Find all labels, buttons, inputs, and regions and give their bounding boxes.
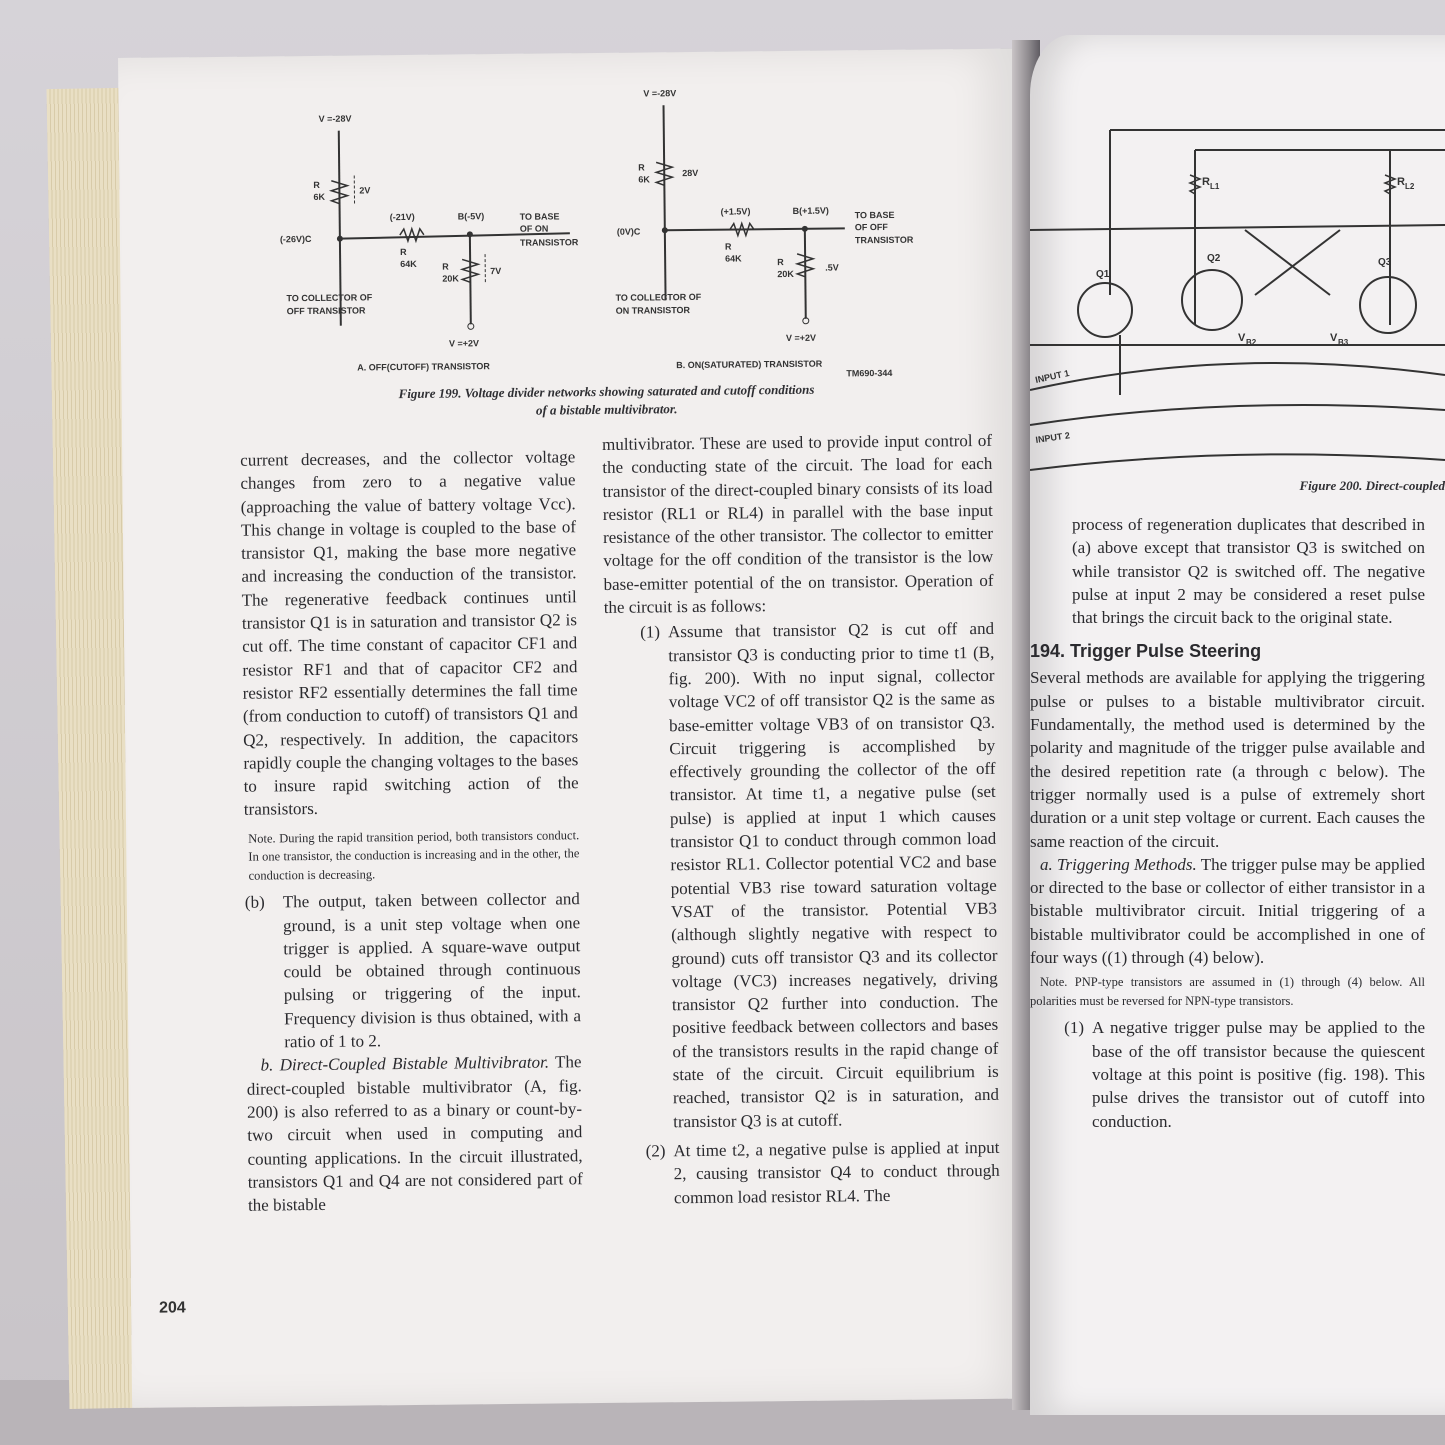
to-base-b-2: OF OFF (854, 221, 888, 233)
figure-200-diagram (1030, 95, 1445, 475)
figure-code: TM690-344 (846, 367, 893, 379)
rl-label-b: R (638, 162, 645, 173)
vbb-label-a: V =+2V (448, 338, 480, 349)
vcc-label-a: V =-28V (318, 113, 352, 124)
bias-mid-a: (-21V) (389, 211, 415, 223)
bias-mid-b: (+1.5V) (720, 206, 751, 217)
rl1-label: R (1202, 176, 1210, 188)
rl2-label: R (1397, 176, 1405, 188)
vb2-label: V (1238, 332, 1246, 344)
voltage-2v: 2V (359, 185, 371, 196)
col2-item-2-label: (2) (645, 1141, 666, 1161)
to-base-a-1: TO BASE (519, 211, 560, 222)
col1-item-b-text: The output, taken between collector and ground, is a unit step voltage when one trigger is applied. A square-wave output could be obtained through continuous pulsing or triggering of the input. Frequency division is thus obtained, with a ratio of 1 to 2. (282, 889, 582, 1052)
figure-199-caption-line2: of a bistable multivibrator. (535, 401, 678, 418)
left-column-2 (602, 429, 1000, 1210)
to-base-a-3: TRANSISTOR (519, 237, 579, 248)
input-1-label: INPUT 1 (1034, 367, 1071, 385)
rf-label-b: R (724, 241, 732, 252)
rl-value-a: 6K (313, 191, 326, 202)
right-item-1-text: A negative trigger pulse may be applied to the base of the off transistor because the quiescent voltage at this point is positive (fig. 198). This pulse drives the transistor out of cutoff into conduction. (1092, 1018, 1425, 1131)
rb-value-a: 20K (442, 273, 459, 284)
vb3-label: V (1330, 332, 1338, 344)
rl2-subscript: L2 (1405, 182, 1415, 191)
right-paragraph-3 (1030, 853, 1425, 969)
vbb-label-b: V =+2V (785, 332, 817, 344)
left-column-1 (240, 445, 583, 1217)
col1-section-title: b. Direct-Coupled Bistable Multivibrator. (260, 1052, 550, 1075)
left-page (118, 49, 1032, 1408)
voltage-7v: 7V (490, 265, 502, 277)
figure-199-caption-line1: Figure 199. Voltage divider networks showing saturated and cutoff conditions (398, 381, 815, 402)
to-collector-b-2: ON TRANSISTOR (615, 305, 691, 316)
vb3-subscript: B3 (1338, 338, 1349, 347)
rl-value-b: 6K (638, 174, 650, 185)
col2-item-1-label: (1) (640, 622, 661, 642)
to-base-a-2: OF ON (519, 223, 549, 234)
input-2-label: INPUT 2 (1034, 430, 1071, 445)
right-page (1030, 35, 1445, 1415)
right-paragraph-2: Several methods are available for applying the triggering pulse or pulses to a bistable multivibrator circuit. Fundamentally, the method used is determined by the polarity and magnitude of the trigger pulse available and the desired repetition rate (a through c below). The trigger normally used is a pulse of extremely short duration or a unit step voltage or current. Each causes the same reaction of the circuit. (1030, 668, 1425, 851)
col1-note: Note. During the rapid transition period, both transistors conduct. In one transistor, the conduction is increasing and in the other, the conduction is decreasing. (248, 827, 580, 883)
figure-199-caption (306, 380, 906, 422)
rf-label-a: R (399, 246, 407, 258)
right-paragraph-3-body: The trigger pulse may be applied or directed to the base or collector of either transistor in a bistable multivibrator circuit. Initial triggering of a bistable multivibrator could be accomplished in one of four ways ((1) through (4) below). (1030, 854, 1425, 968)
col2-paragraph: multivibrator. These are used to provide input control of the conducting state of the circuit. The load for each transistor of the direct-coupled binary consists of its load resistor (RL1 or RL4) in parallel with the base input resistance of the other transistor. The collector to emitter voltage for the off condition of the transistor is the low base-emitter potential of the on transistor. Operation of the circuit is as follows: (601, 430, 994, 618)
q3-label: Q3 (1378, 257, 1392, 268)
base-node-b: B(+1.5V) (792, 205, 829, 216)
figure-199-diagram-a (268, 93, 591, 376)
page-number: 204 (159, 1299, 186, 1317)
right-item-1-label: (1) (1064, 1018, 1084, 1038)
rl-label-a: R (313, 179, 320, 190)
col1-item-b (245, 887, 582, 1054)
to-collector-a-1: TO COLLECTOR OF (286, 292, 373, 304)
collector-node-b: (0V)C (616, 226, 641, 237)
vb2-subscript: B2 (1246, 338, 1257, 347)
rb-label-b: R (777, 257, 784, 268)
col2-item-1-text: Assume that transistor Q2 is cut off and transistor Q3 is conducting prior to time t1 (B, fig. 200). With no input signal, collector voltage VC2 of off transistor Q2 is the same as base-emitter voltage VB3 of on transistor Q3. Circuit triggering is accomplished by effectively grounding the collector of the off transistor. At time t1, a negative pulse (set pulse) is applied at input 1 which causes transistor Q1 to conduct through common load resistor RL1. Collector potential VC2 and base potential VB3 rise toward saturation voltage VSAT of the transistor. Potential VB3 (although slightly negative with respect to ground) cuts off transistor Q3 and its collector voltage (VC3) increases negatively, driving transistor Q2 further into conduction. The positive feedback between collectors and bases of the transistors results in the rapid change of state of the circuit. Circuit equilibrium is reached, transistor Q2 is in saturation, and transistor Q3 is at cutoff. (667, 619, 1000, 1131)
rf-value-a: 64K (400, 258, 417, 270)
q1-label: Q1 (1096, 269, 1110, 280)
voltage-5v: .5V (825, 262, 839, 273)
rb-label-a: R (442, 261, 449, 272)
col2-item-1 (604, 617, 999, 1134)
rf-value-b: 64K (725, 253, 742, 264)
col1-section-body: The direct-coupled bistable multivibrator (A, fig. 200) is also referred to as a binary or count-by-two circuit when used in computing and counting applications. In the circuit illustrated, transistors Q1 and Q4 are not considered part of the bistable (246, 1052, 583, 1215)
voltage-28v: 28V (682, 167, 699, 179)
rl1-subscript: L1 (1210, 182, 1220, 191)
col1-paragraph: current decreases, and the collector voltage changes from zero to a negative value (approaching the value of battery voltage Vcc). This change in voltage is coupled to the base of transistor Q1, making the base more negative and increasing the conduction of the transistor. The regenerative feedback continues until transistor Q1 is in saturation and transistor Q2 is cut off. The time constant of capacitor CF1 and resistor RF1 and that of capacitor CF2 and resistor RF2 essentially determines the fall time (from conduction to cutoff) of transistors Q1 and Q2, respectively. In addition, the capacitors rapidly couple the changing voltages to the bases to insure rapid switching action of the transistors. (240, 447, 579, 820)
collector-node-a: (-26V)C (279, 233, 312, 245)
diagram-b-caption: B. ON(SATURATED) TRANSISTOR (676, 358, 823, 371)
right-paragraph-3-title: a. Triggering Methods. (1040, 854, 1197, 874)
diagram-a-caption: A. OFF(CUTOFF) TRANSISTOR (357, 361, 490, 373)
vcc-label-b: V =-28V (643, 88, 677, 99)
rb-value-b: 20K (777, 268, 794, 280)
to-collector-a-2: OFF TRANSISTOR (286, 305, 366, 317)
section-heading: 194. Trigger Pulse Steering (1030, 641, 1262, 662)
base-node-a: B(-5V) (457, 211, 485, 222)
right-column (1030, 513, 1425, 1133)
to-base-b-1: TO BASE (854, 209, 895, 221)
col1-item-b-label: (b) (244, 892, 265, 912)
col2-item-2 (609, 1136, 1000, 1210)
right-item-1 (1030, 1016, 1425, 1132)
right-paragraph-1: process of regeneration duplicates that described in (a) above except that transistor Q3 is switched on while transistor Q2 is switched off. The negative pulse at input 2 may be considered a reset pulse that brings the circuit back to the original state. (1072, 515, 1425, 628)
to-base-b-3: TRANSISTOR (854, 234, 914, 246)
col1-section-b (246, 1051, 583, 1218)
figure-199-diagram-b (603, 77, 936, 380)
col2-item-2-text: At time t2, a negative pulse is applied at input 2, causing transistor Q4 to conduct through common load resistor RL4. The (673, 1137, 1000, 1207)
figure-200-caption: Figure 200. Direct-coupled (1299, 478, 1445, 493)
to-collector-b-1: TO COLLECTOR OF (615, 291, 702, 303)
right-note: Note. PNP-type transistors are assumed in (1) through (4) below. All polarities must be reversed for NPN-type transistors. (1030, 975, 1425, 1008)
q2-label: Q2 (1207, 253, 1221, 264)
